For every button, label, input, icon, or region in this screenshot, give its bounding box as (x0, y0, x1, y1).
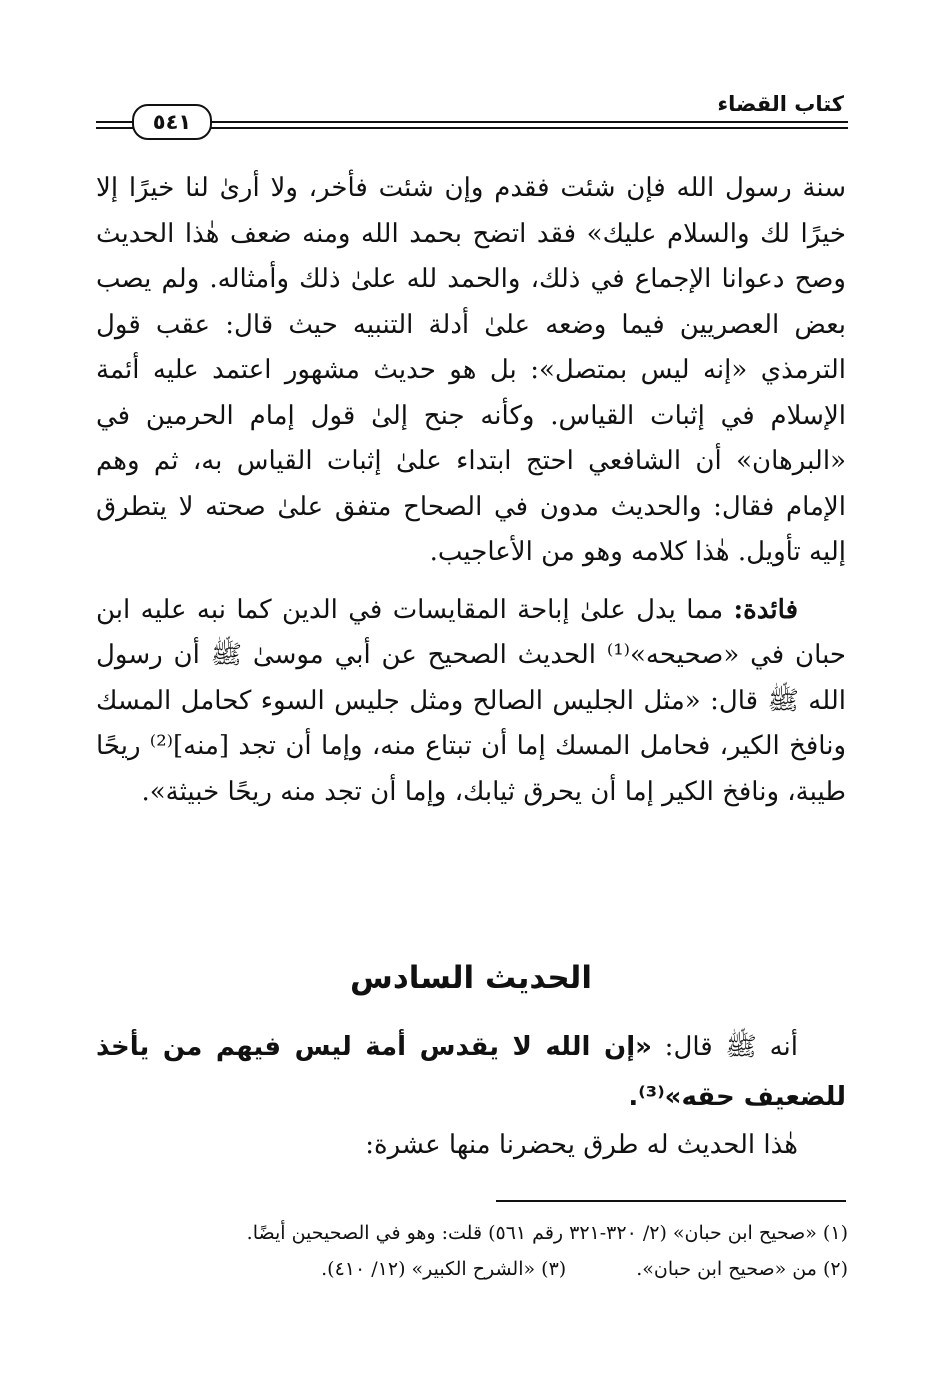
faida-label: فائدة: (733, 594, 799, 625)
footnote-row (96, 1251, 848, 1287)
footnotes (96, 1215, 848, 1287)
footnote-3: (٣) «الشرح الكبير» (١٢/ ٤١٠). (321, 1258, 567, 1280)
hadith-quote: «إن الله لا يقدس أمة ليس فيهم من يأخذ للضعيف حقه»⁽³⁾. (96, 1032, 846, 1112)
footnote-1: (١) «صحيح ابن حبان» (٢/ ٣٢٠-٣٢١ رقم ٥٦١) قلت: وهو في الصحيحين أيضًا. (246, 1222, 848, 1244)
main-text (96, 166, 846, 815)
footnote-rule (496, 1200, 846, 1202)
footnote-2: (٢) من «صحيح ابن حبان». (636, 1258, 848, 1280)
hadith-intro: أنه ﷺ قال: (651, 1032, 798, 1062)
hadith-paragraph (96, 1022, 846, 1122)
page-number: ٥٤١ (132, 104, 212, 140)
paragraph-2-text: مما يدل علىٰ إباحة المقايسات في الدين كما نبه عليه ابن حبان في «صحيحه»⁽¹⁾ الحديث الصحيح عن أبي موسىٰ ﷺ أن رسول الله ﷺ قال: «مثل الجليس الصالح ومثل جليس السوء كحامل المسك ونافخ الكير، فحامل المسك إما أن تبتاع منه، وإما أن تجد [منه]⁽²⁾ ريحًا طيبة، ونافخ الكير إما أن يحرق ثيابك، وإما أن تجد منه ريحًا خبيثة». (96, 594, 846, 807)
paragraph-2 (96, 588, 846, 816)
section-heading: الحديث السادس (350, 960, 592, 996)
book-title: كتاب القضاء (717, 92, 844, 116)
page-header (96, 92, 848, 142)
hadith-block (96, 1022, 846, 1122)
hadith-note: هٰذا الحديث له طرق يحضرنا منها عشرة: (365, 1130, 798, 1160)
paragraph-1: سنة رسول الله فإن شئت فقدم وإن شئت فأخر، ولا أرىٰ لنا خيرًا إلا خيرًا لك والسلام عليك» فقد اتضح بحمد الله ومنه ضعف هٰذا الحديث وصح دعوانا الإجماع في ذلك، والحمد لله علىٰ ذلك وأمثاله. ولم يصب بعض العصريين فيما وضعه علىٰ أدلة التنبيه حيث قال: عقب قول الترمذي «إنه ليس بمتصل»: بل هو حديث مشهور اعتمد عليه أئمة الإسلام في إثبات القياس. وكأنه جنح إلىٰ قول إمام الحرمين في «البرهان» أن الشافعي احتج ابتداء علىٰ إثبات القياس به، ثم وهم الإمام فقال: والحديث مدون في الصحاح متفق علىٰ صحته لا يتطرق إليه تأويل. هٰذا كلامه وهو من الأعاجيب. (96, 173, 847, 567)
